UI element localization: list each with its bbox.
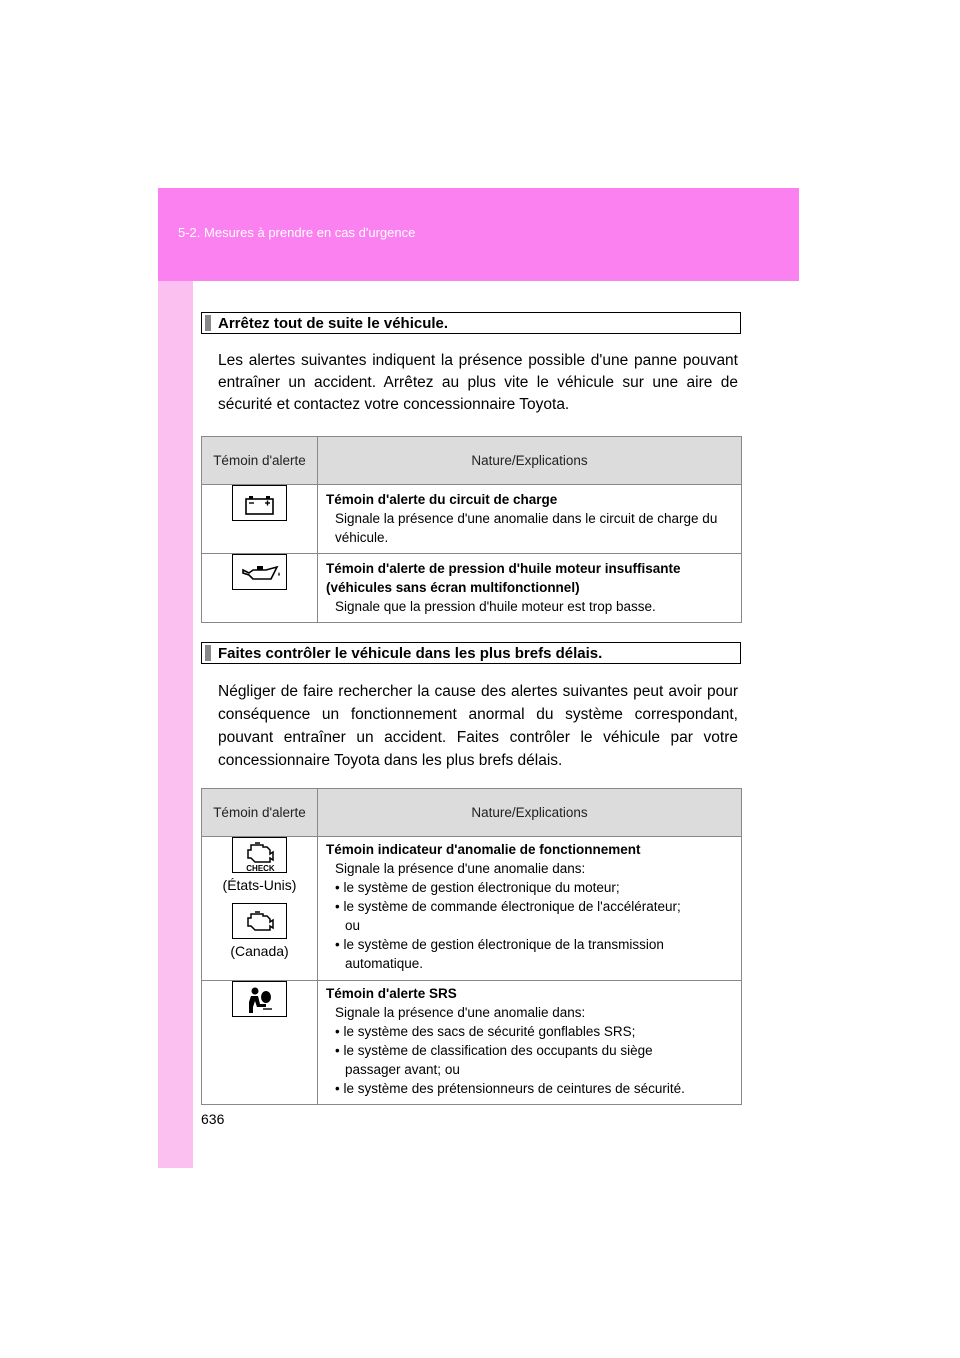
indicator-title: Témoin indicateur d'anomalie de fonctionnement [326, 842, 641, 857]
list-item-continuation: passager avant; ou [345, 1062, 460, 1077]
list-item: • le système de commande électronique de l'accélérateur; [335, 899, 681, 914]
column-header-explanation: Nature/Explications [318, 437, 742, 485]
table-row-description [318, 554, 742, 623]
table-row-description [318, 837, 742, 981]
warning-table-stop [201, 436, 742, 623]
section-heading-check [201, 642, 741, 664]
engine-icon [232, 903, 287, 939]
list-item: • le système des prétensionneurs de ceintures de sécurité. [335, 1081, 685, 1096]
indicator-text: Signale la présence d'une anomalie dans le circuit de charge du véhicule. [335, 511, 718, 545]
section-paragraph: Négliger de faire rechercher la cause des alertes suivantes peut avoir pour conséquence un fonctionnement anormal du système correspondant, pouvant entraîner un accident. Faites contrôler le véhicule par votre concessionnaire Toyota dans les plus brefs délais. [218, 683, 738, 769]
region-label-us: (États-Unis) [222, 877, 297, 893]
column-header-explanation: Nature/Explications [318, 789, 742, 837]
warning-table-check [201, 788, 742, 1105]
section-title: Faites contrôler le véhicule dans les plus brefs délais. [218, 644, 603, 662]
check-label: CHECK [246, 864, 275, 873]
table-row-icon-cell [202, 837, 318, 981]
srs-airbag-icon [232, 981, 287, 1017]
check-engine-icon [232, 837, 287, 873]
section-paragraph: Les alertes suivantes indiquent la présence possible d'une panne pouvant entraîner un accident. Arrêtez au plus vite le véhicule sur une aire de sécurité et contactez votre concessionnaire Toyota. [218, 352, 738, 413]
list-item: • le système de gestion électronique du moteur; [335, 880, 620, 895]
side-tab-strip [158, 188, 193, 1168]
indicator-title: Témoin d'alerte SRS [326, 986, 457, 1001]
indicator-title: Témoin d'alerte du circuit de charge [326, 492, 558, 507]
list-item-continuation: automatique. [345, 956, 424, 971]
table-row-description [318, 485, 742, 554]
section-title: Arrêtez tout de suite le véhicule. [218, 314, 449, 332]
page-number: 636 [201, 1111, 225, 1127]
list-item: • le système de gestion électronique de la transmission [335, 937, 664, 952]
region-label-ca: (Canada) [230, 943, 289, 959]
section-heading-stop [201, 312, 741, 334]
battery-icon [232, 485, 287, 521]
table-row-icon-cell [202, 981, 318, 1105]
oil-can-icon [232, 554, 287, 590]
breadcrumb: 5-2. Mesures à prendre en cas d'urgence [178, 225, 416, 240]
indicator-title: Témoin d'alerte de pression d'huile moteur insuffisante (véhicules sans écran multifonctionnel) [326, 561, 681, 595]
table-row-icon-cell [202, 485, 318, 554]
heading-marker [205, 315, 211, 331]
table-row-description [318, 981, 742, 1105]
heading-marker [205, 645, 211, 661]
column-header-indicator: Témoin d'alerte [202, 789, 318, 837]
list-item: • le système des sacs de sécurité gonflables SRS; [335, 1024, 636, 1039]
indicator-intro: Signale la présence d'une anomalie dans: [335, 1005, 586, 1020]
indicator-text: Signale que la pression d'huile moteur est trop basse. [335, 599, 656, 614]
table-row-icon-cell [202, 554, 318, 623]
list-item: • le système de classification des occupants du siège [335, 1043, 653, 1058]
column-header-indicator: Témoin d'alerte [202, 437, 318, 485]
indicator-intro: Signale la présence d'une anomalie dans: [335, 861, 586, 876]
list-item-continuation: ou [345, 918, 361, 933]
